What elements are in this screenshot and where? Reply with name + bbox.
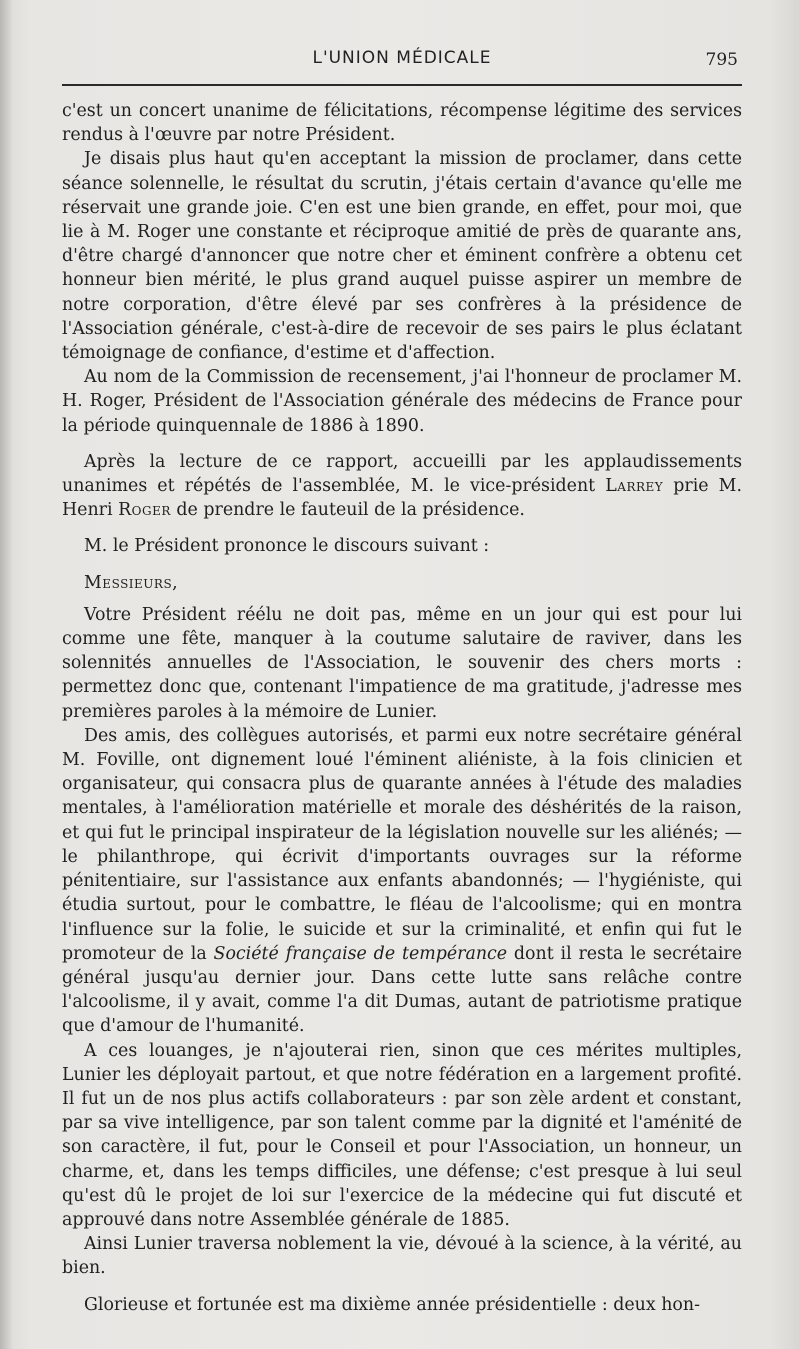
page-header (62, 48, 742, 78)
text-run: Des amis, des collègues autorisés, et parmi eux notre secrétaire général M. Foville, ont dignement loué l'éminent aliéniste, à la fois clinicien et organisateur, qui consacra plus de quarante années à l'étude des maladies mentales, à l'amélioration matérielle et morale des déshérités de la raison, et qui fut le principal inspirateur de la législation nouvelle sur les aliénés; — le philanthrope, qui écrivit d'importants ouvrages sur la réforme pénitentiaire, sur l'assistance aux enfants abandonnés; — l'hygiéniste, qui étudia surtout, pour le combattre, le fléau de l'alcoolisme; qui en montra l'influence sur la folie, le suicide et sur la criminalité, et enfin qui fut le promoteur de la (62, 725, 742, 964)
paragraph: Ainsi Lunier traversa noblement la vie, dévoué à la science, à la vérité, au bien. (62, 1234, 742, 1279)
header-rule (62, 84, 742, 86)
text-run: prie M. Henri (62, 476, 742, 521)
running-title: L'UNION MÉDICALE (312, 48, 492, 68)
paragraph-discourse-intro: M. le Président prononce le discours suivant : (84, 536, 490, 557)
paragraph: Je disais plus haut qu'en acceptant la mission de proclamer, dans cette séance solennelle, le résultat du scrutin, j'étais certain d'avance qu'elle me réservait une grande joie. C'en est une bien grande, en effet, pour moi, que lie à M. Roger une constante et réciproque amitié de près de quarante ans, d'être chargé d'annoncer que notre cher et éminent confrère a obtenu cet honneur bien mérité, le plus grand auquel puisse aspirer un membre de notre corporation, d'être élevé par ses confrères à la présidence de l'Association générale, c'est-à-dire de recevoir de ses pairs le plus éclatant témoignage de confiance, d'estime et d'affection. (62, 149, 742, 364)
paragraph (62, 724, 742, 1039)
name-roger: Roger (118, 500, 171, 521)
name-larrey: Larrey (605, 476, 664, 497)
page-binding-edge (0, 0, 12, 1349)
body-text (62, 99, 742, 1317)
text-run: dont il resta le secrétaire général jusqu'au dernier jour. Dans cette lutte sans relâche contre l'alcoolisme, il y avait, comme l'a dit Dumas, autant de patriotisme pratique que d'amour de l'humanité. (62, 943, 742, 1037)
text-run: de prendre le fauteuil de la présidence. (170, 500, 525, 521)
salutation: Messieurs, (84, 572, 179, 593)
italic-society-name: Société française de tempérance (213, 943, 508, 964)
page-number: 795 (705, 50, 738, 70)
paragraph-narrative (62, 450, 742, 523)
paragraph-continuation: c'est un concert unanime de félicitations, récompense légitime des services rendus à l'œuvre par notre Président. (62, 101, 742, 146)
text-run: Après la lecture de ce rapport, accueilli par les applaudissements unanimes et répétés de l'assemblée, M. le vice-président (62, 451, 742, 497)
paragraph-proclamation: Au nom de la Commission de recensement, j'ai l'honneur de proclamer M. H. Roger, Président de l'Association générale des médecins de France pour la période quinquennale de 1886 à 1890. (62, 367, 742, 436)
paragraph: A ces louanges, je n'ajouterai rien, sinon que ces mérites multiples, Lunier les déployait partout, et que notre fédération en a largement profité. Il fut un de nos plus actifs collaborateurs : par son zèle ardent et constant, par sa vive intelligence, par son talent comme par la dignité et l'aménité de son caractère, il fut, pour le Conseil et pour l'Association, un honneur, un charme, et, dans les temps difficiles, une défense; c'est presque à lui seul qu'est dû le projet de loi sur l'exercice de la médecine qui fut discuté et approuvé dans notre Assemblée générale de 1885. (62, 1040, 742, 1230)
paragraph: Votre Président réélu ne doit pas, même en un jour qui est pour lui comme une fête, manquer à la coutume salutaire de raviver, dans les solennités annuelles de l'Association, le souvenir des chers morts : permettez donc que, contenant l'impatience de ma gratitude, j'adresse mes premières paroles à la mémoire de Lunier. (62, 604, 742, 722)
paragraph-final: Glorieuse et fortunée est ma dixième année présidentielle : deux hon- (84, 1294, 700, 1315)
